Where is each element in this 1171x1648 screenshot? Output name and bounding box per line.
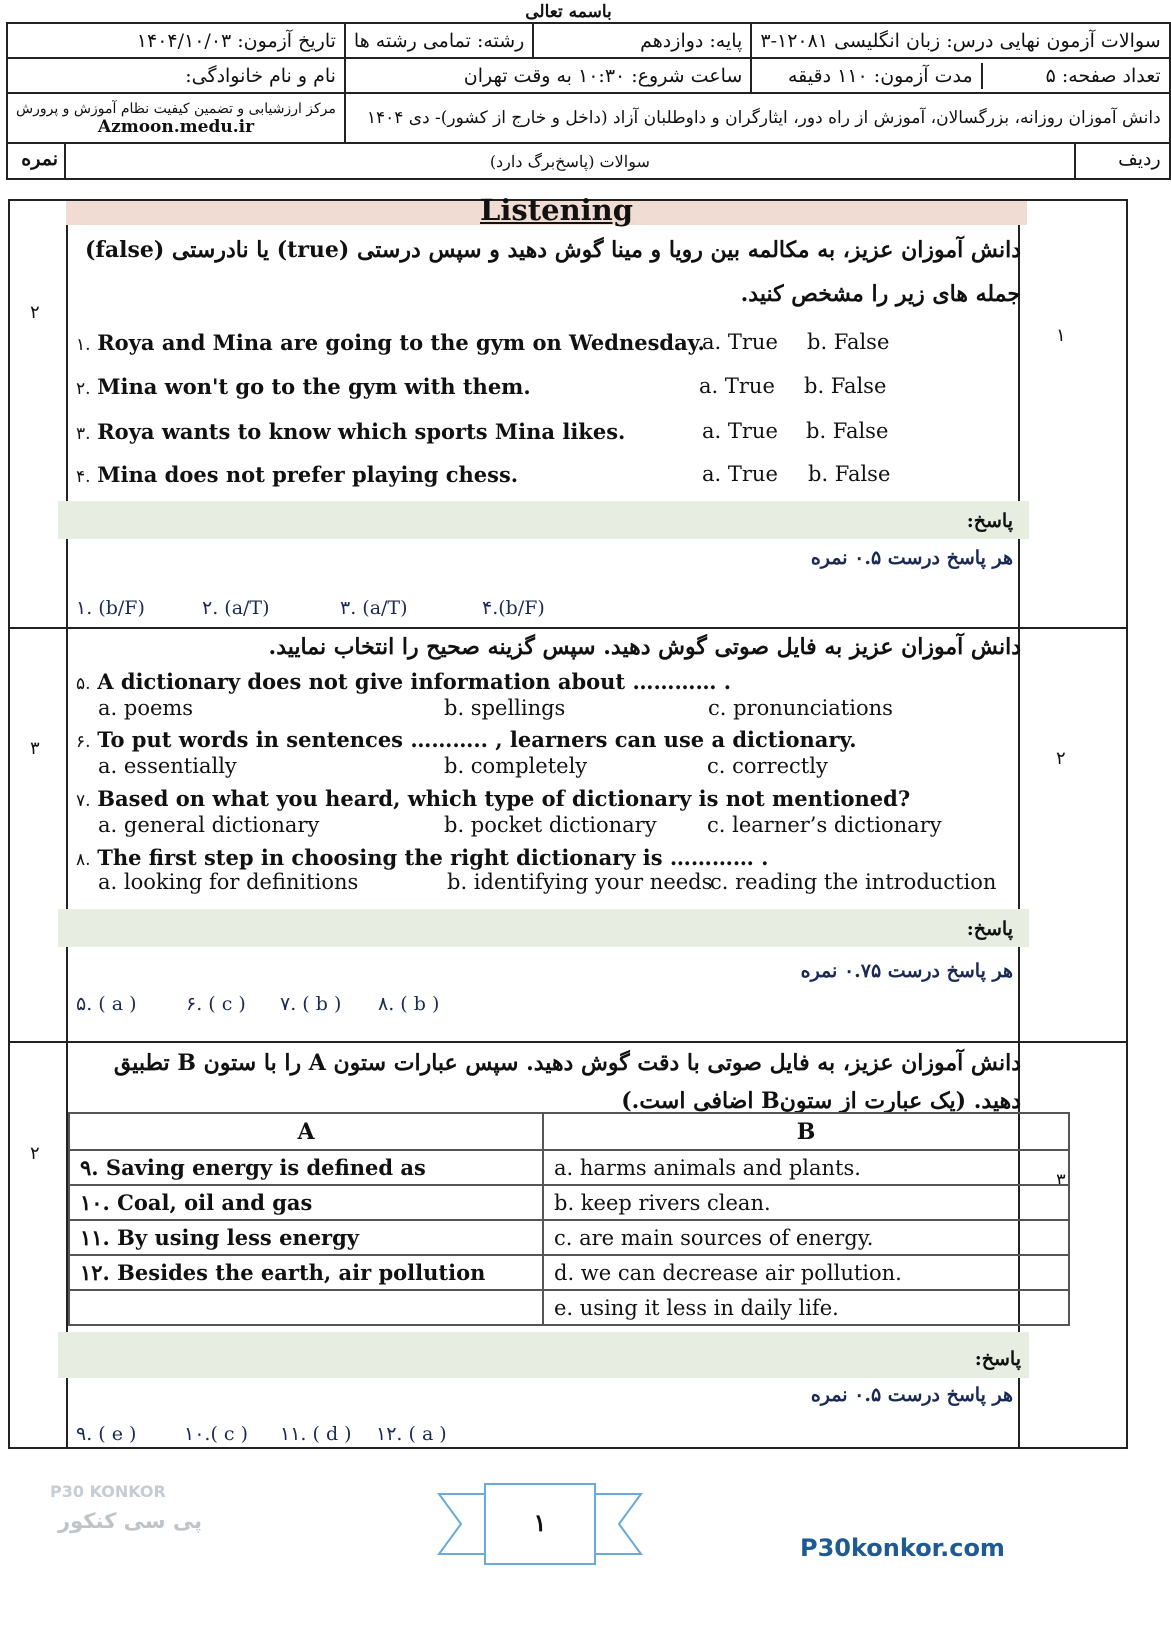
score-label: نمره (8, 144, 66, 178)
q5-opt-c: c. pronunciations (708, 696, 893, 720)
q8-opt-b: b. identifying your needs (447, 870, 713, 894)
section-1-answer-1: ۱. (b/F) (76, 597, 145, 619)
section-2-answer-4: ۸. ( b ) (378, 993, 440, 1015)
q6-opt-c: c. correctly (707, 754, 828, 778)
q6-opt-a: a. essentially (98, 754, 237, 778)
q7-opt-c: c. learner’s dictionary (707, 813, 942, 837)
questions-label: سوالات (پاسخ‌برگ دارد) (489, 151, 650, 171)
top-title: باسمه تعالی (525, 2, 612, 22)
audience: دانش آموزان روزانه، بزرگسالان، آموزش از راه دور، ایثارگران و داوطلبان آزاد (داخل و خارج از کشور)- دی ۱۴۰۴ (345, 93, 1170, 143)
listening-title: Listening (480, 193, 634, 227)
section-2-score-note: هر پاسخ درست ۰.۷۵ نمره (800, 960, 1013, 982)
section-1-answer-label: پاسخ: (966, 510, 1013, 532)
q7-opt-a: a. general dictionary (98, 813, 320, 837)
table-row (69, 1290, 1069, 1325)
q7 (76, 786, 910, 811)
q3-text: Roya wants to know which sports Mina likes. (97, 419, 626, 444)
section-1-score: ۲ (30, 302, 40, 323)
section-3-row: ۳ (1056, 1170, 1066, 1191)
watermark-logo (50, 1482, 210, 1533)
q3-num: ۳. (76, 424, 91, 444)
q2-num: ۲. (76, 379, 91, 399)
field: رشته: تمامی رشته ها (345, 23, 533, 58)
page-number: ۱ (533, 1508, 547, 1537)
match-a-1: ۹. Saving energy is defined as (69, 1150, 543, 1185)
match-b-4: d. we can decrease air pollution. (543, 1255, 1069, 1290)
q8 (76, 845, 769, 870)
table-row (69, 1185, 1069, 1220)
section-2-score-col (10, 629, 68, 1041)
match-b-3: c. are main sources of energy. (543, 1220, 1069, 1255)
row-label: ردیف (1074, 144, 1169, 178)
q3 (76, 419, 625, 444)
center-name: مرکز ارزشیابی و تضمین کیفیت نظام آموزش و پرورش (16, 101, 336, 117)
q1-b: b. False (807, 330, 890, 354)
match-a-3: ۱۱. By using less energy (69, 1220, 543, 1255)
section-3-score-note: هر پاسخ درست ۰.۵ نمره (810, 1384, 1013, 1406)
page-count (751, 58, 1169, 93)
q2-text: Mina won't go to the gym with them. (97, 374, 531, 399)
q6-num: ۶. (76, 732, 91, 752)
section-1-answer-2: ۲. (a/T) (202, 597, 270, 619)
exam-header (6, 22, 1171, 180)
q1-a: a. True (702, 330, 778, 354)
q3-b: b. False (806, 419, 889, 443)
match-a-5 (69, 1290, 543, 1325)
matching-table (68, 1112, 1070, 1326)
match-a-2: ۱۰. Coal, oil and gas (69, 1185, 543, 1220)
q4-num: ۴. (76, 467, 91, 487)
col-a-header: A (69, 1113, 543, 1150)
table-row (69, 1220, 1069, 1255)
q4 (76, 462, 518, 487)
q5-text: A dictionary does not give information about ………… . (97, 669, 732, 694)
q7-text: Based on what you heard, which type of dictionary is not mentioned? (97, 786, 911, 811)
website: Azmoon.medu.ir (97, 117, 255, 137)
exam-title: سوالات آزمون نهایی درس: زبان انگلیسی ۱۲۰۸۱-۳ (751, 23, 1169, 58)
section-2-answer-label: پاسخ: (966, 918, 1013, 940)
section-3-answer-band (58, 1332, 1029, 1378)
q6-text: To put words in sentences ……….. , learners can use a dictionary. (97, 727, 857, 752)
section-1-answer-4: ۴.(b/F) (482, 597, 545, 619)
section-1-instruction: دانش آموزان عزیز، به مکالمه بین رویا و مینا گوش دهید و سپس درستی (true) یا نادرستی (false) جمله های زیر را مشخص کنید. (84, 237, 1021, 307)
section-3-answer-1: ۹. ( e ) (76, 1423, 137, 1445)
section-3-score: ۲ (30, 1143, 40, 1164)
section-3-answer-3: ۱۱. ( d ) (280, 1423, 352, 1445)
section-1-score-col (10, 201, 68, 627)
q5 (76, 669, 731, 694)
q1-num: ۱. (76, 335, 91, 355)
section-2-score: ۳ (30, 738, 40, 759)
start-time: ساعت شروع: ۱۰:۳۰ به وقت تهران (345, 58, 751, 93)
section-2-answer-band (58, 909, 1029, 947)
section-2-instruction: دانش آموزان عزیز به فایل صوتی گوش دهید. سپس گزینه صحیح را انتخاب نمایید. (268, 634, 1021, 660)
q6-opt-b: b. completely (444, 754, 588, 778)
center-box (7, 93, 345, 143)
q2-b: b. False (804, 374, 887, 398)
q8-text: The first step in choosing the right dictionary is ………… . (97, 845, 769, 870)
q2-a: a. True (699, 374, 775, 398)
logo-fa: پی سی کنکور (58, 1509, 202, 1533)
page-count-value: تعداد صفحه: ۵ (981, 63, 1169, 89)
exam-date: تاریخ آزمون: ۱۴۰۴/۱۰/۰۳ (7, 23, 345, 58)
section-1-row-col (1018, 201, 1126, 627)
q6 (76, 727, 857, 752)
match-b-2: b. keep rivers clean. (543, 1185, 1069, 1220)
grade: پایه: دوازدهم (533, 23, 751, 58)
site-link[interactable]: P30konkor.com (800, 1534, 1005, 1562)
section-1-answer-3: ۳. (a/T) (340, 597, 408, 619)
q4-a: a. True (702, 462, 778, 486)
q1-text: Roya and Mina are going to the gym on Wednesday. (97, 330, 705, 355)
q8-num: ۸. (76, 850, 91, 870)
section-2-answer-1: ۵. ( a ) (76, 993, 137, 1015)
q5-num: ۵. (76, 674, 91, 694)
section-1-answer-band (58, 501, 1029, 539)
q5-opt-b: b. spellings (444, 696, 566, 720)
section-2-row-col (1018, 629, 1126, 1041)
q5-opt-a: a. poems (98, 696, 194, 720)
section-2-row: ۲ (1056, 748, 1066, 769)
section-2-answer-2: ۶. ( c ) (186, 993, 246, 1015)
q4-b: b. False (808, 462, 891, 486)
table-row (69, 1255, 1069, 1290)
q7-num: ۷. (76, 791, 91, 811)
table-row (69, 1150, 1069, 1185)
section-1-score-note: هر پاسخ درست ۰.۵ نمره (810, 547, 1013, 569)
section-3-answer-4: ۱۲. ( a ) (376, 1423, 447, 1445)
section-3-answer-2: ۱۰.( c ) (184, 1423, 248, 1445)
q8-opt-c: c. reading the introduction (710, 870, 997, 894)
q7-opt-b: b. pocket dictionary (444, 813, 657, 837)
q3-a: a. True (702, 419, 778, 443)
match-b-1: a. harms animals and plants. (543, 1150, 1069, 1185)
match-b-5: e. using it less in daily life. (543, 1290, 1069, 1325)
section-3-instruction: دانش آموزان عزیز، به فایل صوتی با دقت گوش دهید. سپس عبارات ستون A را با ستون B تطبیق دهید. (یک عبارت از ستونB اضافی است.) (113, 1050, 1021, 1114)
section-3-score-col (10, 1043, 68, 1447)
section-1-row: ۱ (1056, 325, 1066, 346)
q4-text: Mina does not prefer playing chess. (97, 462, 519, 487)
q2 (76, 374, 531, 399)
duration: مدت آزمون: ۱۱۰ دقیقه (788, 64, 973, 87)
section-2-answer-3: ۷. ( b ) (280, 993, 342, 1015)
match-a-4: ۱۲. Besides the earth, air pollution (69, 1255, 543, 1290)
q1 (76, 330, 705, 355)
section-3-answer-label: پاسخ: (974, 1348, 1021, 1370)
q8-opt-a: a. looking for definitions (98, 870, 359, 894)
name-label: نام و نام خانوادگی: (7, 58, 345, 93)
col-b-header: B (543, 1113, 1069, 1150)
logo-en: P30 KONKOR (50, 1482, 166, 1501)
page-number-badge (435, 1476, 645, 1572)
